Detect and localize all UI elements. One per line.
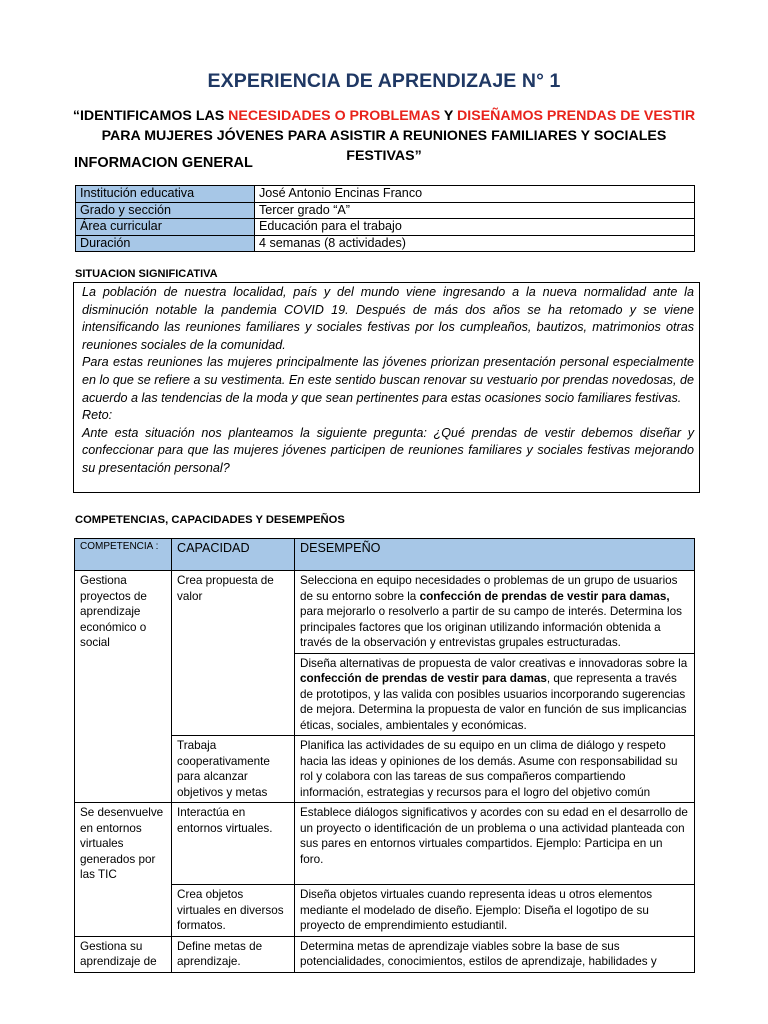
situation-paragraph: Para estas reuniones las mujeres principalmente las jóvenes priorizan presentación personal especialmente en lo que se refiere a su vestimenta. En este sentido buscan renovar su vestuario por prendas novedosas, de acuerdo a las tendencias de la moda y que sean pertinentes para estas ocasiones socio familiares festivas. (82, 355, 694, 405)
situation-paragraph: Ante esta situación nos planteamos la siguiente pregunta: ¿Qué prendas de vestir debemos diseñar y confeccionar para que las mujeres jóvenes participen de reuniones familiares y sociales festivas mejorando su presentación personal? (82, 425, 694, 475)
table-row (75, 571, 695, 654)
info-key: Institución educativa (76, 186, 255, 203)
table-row (75, 653, 695, 736)
header-desempeno: DESEMPEÑO (295, 539, 695, 571)
document-title: EXPERIENCIA DE APRENDIZAJE N° 1 (207, 70, 561, 92)
competency-cell-continued (75, 736, 172, 803)
competency-cell-continued (75, 653, 172, 736)
capacity-cell: Crea propuesta de valor (172, 571, 295, 654)
bold-text: confección de prendas de vestir para damas, (419, 589, 670, 603)
info-row (76, 235, 695, 252)
info-key: Área curricular (76, 219, 255, 236)
subtitle-highlight-design: DISEÑAMOS PRENDAS DE VESTIR (457, 108, 696, 124)
info-key: Duración (76, 235, 255, 252)
text: Selecciona en equipo necesidades o problemas de un grupo de usuarios de su entorno sobre la (300, 574, 678, 603)
header-competencia: COMPETENCIA : (75, 539, 172, 571)
competencies-table (74, 538, 695, 973)
performance-cell (295, 571, 695, 654)
subtitle-part: “IDENTIFICAMOS LAS (72, 108, 229, 124)
competency-cell-continued (75, 885, 172, 937)
table-row (75, 736, 695, 803)
situation-challenge-label: Reto: (82, 408, 113, 423)
table-row (75, 885, 695, 937)
table-header-row (75, 539, 695, 571)
situation-heading: SITUACION SIGNIFICATIVA (75, 268, 218, 280)
performance-cell: Planifica las actividades de su equipo en un clima de diálogo y respeto hacia las ideas y opiniones de los demás. Asume con responsabilidad su rol y colabora con las tareas de sus compañeros compartiendo información, estrategias y recursos para el logro del objetivo común (295, 736, 695, 803)
performance-cell: Determina metas de aprendizaje viables sobre la base de sus potencialidades, conocimientos, estilos de aprendizaje, habilidades y (295, 936, 695, 972)
performance-cell: Diseña objetos virtuales cuando representa ideas u otros elementos mediante el modelado de diseño. Ejemplo: Diseña el logotipo de su proyecto de emprendimiento estudiantil. (295, 885, 695, 937)
subtitle-part: PARA MUJERES JÓVENES PARA ASISTIR A REUNIONES FAMILIARES Y SOCIALES FESTIVAS” (101, 128, 667, 164)
header-capacidad: CAPACIDAD (172, 539, 295, 571)
info-value: Tercer grado “A” (255, 202, 695, 219)
capacity-cell: Interactúa en entornos virtuales. (172, 803, 295, 885)
competency-cell: Gestiona proyectos de aprendizaje económico o social (75, 571, 172, 654)
bold-text: confección de prendas de vestir para damas (300, 672, 547, 685)
info-heading: INFORMACION GENERAL (74, 155, 253, 171)
info-key: Grado y sección (76, 202, 255, 219)
info-value: 4 semanas (8 actividades) (255, 235, 695, 252)
subtitle-highlight-needs: NECESIDADES O PROBLEMAS (228, 108, 441, 124)
table-row (75, 936, 695, 972)
text: , que representa a través de prototipos, y las valida con posibles usuarios incorporando sugerencias de mejora. Determina la propuesta de valor en función de sus implicancias éticas, sociales, ambientales y económicas. (300, 672, 687, 732)
situation-box (73, 282, 700, 493)
info-value: José Antonio Encinas Franco (255, 186, 695, 203)
competencies-heading: COMPETENCIAS, CAPACIDADES Y DESEMPEÑOS (75, 514, 345, 526)
competency-cell: Se desenvuelve en entornos virtuales generados por las TIC (75, 803, 172, 885)
info-row (76, 186, 695, 203)
info-row (76, 202, 695, 219)
table-row (75, 803, 695, 885)
text: Diseña alternativas de propuesta de valor creativas e innovadoras sobre la (300, 656, 688, 670)
performance-cell (295, 653, 695, 736)
capacity-cell: Trabaja cooperativamente para alcanzar objetivos y metas (172, 736, 295, 803)
competency-cell: Gestiona su aprendizaje de (75, 936, 172, 972)
info-row (76, 219, 695, 236)
text: para mejorarlo o resolverlo a partir de su campo de interés. Determina los principales factores que los originan utilizando información obtenida a través de la observación y entrevistas grupales estructuradas. (300, 605, 682, 649)
capacity-cell: Crea objetos virtuales en diversos formatos. (172, 885, 295, 937)
info-value: Educación para el trabajo (255, 219, 695, 236)
capacity-cell: Define metas de aprendizaje. (172, 936, 295, 972)
performance-cell: Establece diálogos significativos y acordes con su edad en el desarrollo de un proyecto o identificación de un problema o una actividad planteada con sus pares en entornos virtuales compartidos. Ejemplo: Participa en un foro. (295, 803, 695, 885)
capacity-cell-continued (172, 653, 295, 736)
subtitle-part: Y (440, 108, 458, 124)
general-info-table (75, 185, 695, 252)
situation-paragraph: La población de nuestra localidad, país y del mundo viene ingresando a la nueva normalidad ante la disminución notable la pandemia COVID 19. Después de más dos años se ha retomado y se viene intensificando las reuniones familiares y sociales festivas por los cumpleaños, bautizos, matrimonios otras reuniones sociales de la comunidad. (82, 285, 694, 352)
